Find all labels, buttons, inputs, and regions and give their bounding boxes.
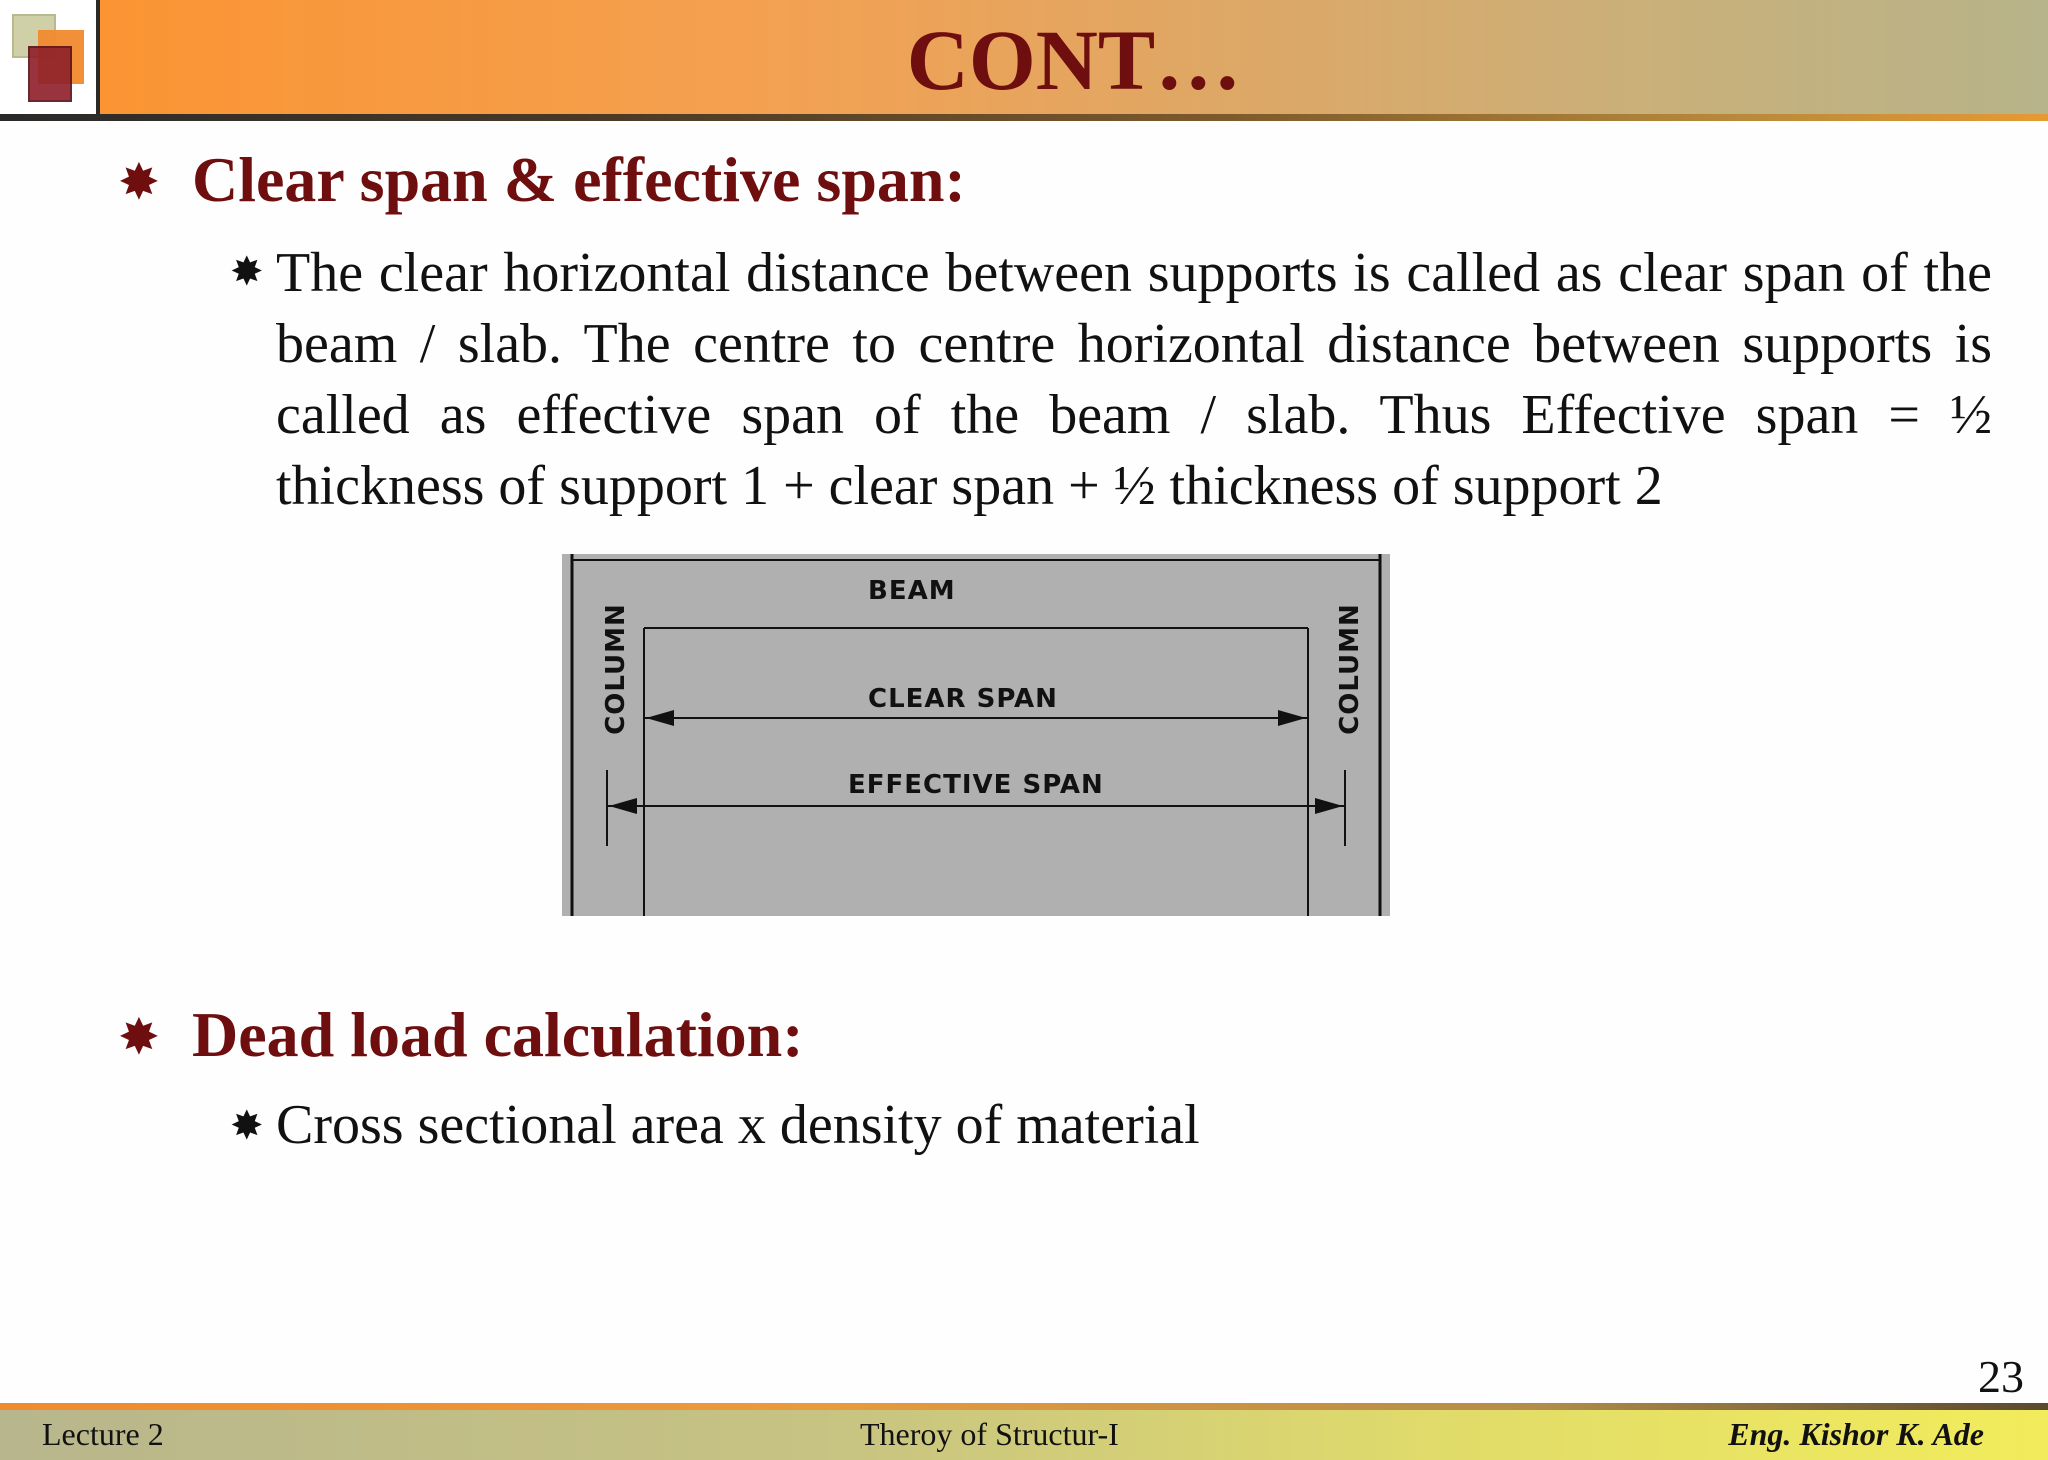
logo-squares-icon [0, 0, 100, 114]
page-number: 23 [1978, 1351, 2024, 1402]
effective-span-label: EFFECTIVE SPAN [848, 770, 1104, 800]
footer-course: Theroy of Structur-I [860, 1416, 1119, 1452]
star-subbullet-icon: ✸ [230, 249, 264, 294]
footer-author: Eng. Kishor K. Ade [1728, 1416, 1984, 1452]
span-definition-paragraph: The clear horizontal distance between supports is called as clear span of the beam / slab. The centre to centre horizontal distance between supports is called as effective span of the beam / slab. Thus Effective span = ½ thickness of support 1 + clear span + ½ thickness of support 2 [276, 242, 1992, 517]
dead-load-formula: Cross sectional area x density of material [276, 1094, 1200, 1156]
span-diagram [562, 554, 1390, 916]
column-left-label: COLUMN [601, 603, 631, 735]
slide-title: CONT… [906, 12, 1242, 108]
span-diagram-lines [562, 554, 1390, 916]
beam-label: BEAM [868, 576, 956, 606]
clear-span-label: CLEAR SPAN [868, 684, 1058, 714]
header-divider [0, 114, 2048, 121]
heading-dead-load: Dead load calculation: [192, 999, 804, 1070]
column-right-label: COLUMN [1335, 603, 1365, 735]
footer-divider [0, 1403, 2048, 1410]
footer-lecture: Lecture 2 [42, 1416, 164, 1452]
star-bullet-icon: ✸ [118, 154, 160, 210]
heading-clear-span: Clear span & effective span: [192, 144, 966, 215]
star-subbullet-icon: ✸ [230, 1103, 264, 1148]
star-bullet-icon: ✸ [118, 1009, 160, 1065]
